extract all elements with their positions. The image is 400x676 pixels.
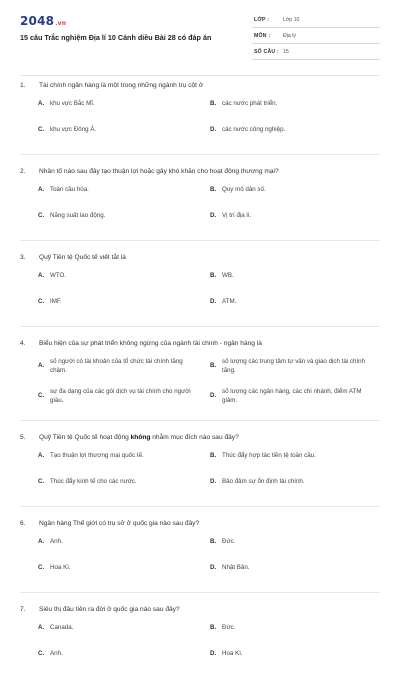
meta-row-question-count <box>252 44 380 60</box>
question-body: Tài chính ngân hàng là một trong những ngành trụ cột ở <box>39 82 204 89</box>
option-letter: C. <box>38 126 45 133</box>
answer-option-b[interactable] <box>210 186 370 195</box>
page-header <box>0 0 400 78</box>
option-text: Anh. <box>50 650 63 657</box>
answer-option-d[interactable] <box>210 212 370 221</box>
answer-option-a[interactable] <box>38 272 198 281</box>
question-4 <box>20 336 380 421</box>
meta-row-subject <box>252 28 380 44</box>
question-3 <box>20 250 380 327</box>
option-text: các nước công nghiệp. <box>222 126 286 133</box>
option-text: Hoa Kì. <box>50 564 71 571</box>
option-row <box>20 624 380 650</box>
question-number: 6. <box>20 520 26 527</box>
option-text: Quy mô dân số. <box>222 186 266 193</box>
option-letter: A. <box>38 186 45 193</box>
option-row <box>20 564 380 590</box>
question-body-end: nhằm mục đích nào sau đây? <box>150 434 239 441</box>
answer-options <box>20 186 380 238</box>
option-letter: B. <box>210 186 217 193</box>
answer-option-a[interactable] <box>38 538 198 547</box>
option-text: Năng suất lao động. <box>50 212 106 219</box>
option-row <box>20 650 380 676</box>
question-text <box>20 164 380 180</box>
option-letter: A. <box>38 362 45 369</box>
option-text: WTO. <box>50 272 67 279</box>
meta-value: Lớp 10 <box>283 17 300 23</box>
option-row <box>20 126 380 152</box>
option-text: ATM. <box>222 298 237 305</box>
logo-suffix-text: .vn <box>55 20 67 27</box>
meta-label: SỐ CÂU : <box>254 49 279 55</box>
question-separator <box>20 240 380 241</box>
option-row <box>20 212 380 238</box>
question-number: 7. <box>20 606 26 613</box>
answer-option-b[interactable] <box>210 100 370 109</box>
option-row <box>20 388 380 418</box>
question-separator <box>20 506 380 507</box>
question-text <box>20 602 380 618</box>
option-letter: C. <box>38 650 45 657</box>
site-logo[interactable] <box>20 14 66 28</box>
answer-option-c[interactable] <box>38 564 198 573</box>
document-meta <box>252 12 380 60</box>
option-text: Thúc đẩy hợp tác tiền tệ toàn cầu. <box>222 452 316 459</box>
question-6 <box>20 516 380 593</box>
option-text: khu vực Bắc Mĩ. <box>50 100 95 107</box>
answer-option-d[interactable] <box>210 126 370 135</box>
option-text: Thúc đẩy kinh tế cho các nước. <box>50 478 137 485</box>
meta-value: Địa lý <box>283 33 296 39</box>
option-text: số lượng các ngân hàng, các chi nhánh, điểm ATM giảm. <box>222 388 362 404</box>
header-divider <box>20 75 380 76</box>
question-5 <box>20 430 380 507</box>
answer-option-b[interactable] <box>210 624 370 633</box>
option-letter: D. <box>210 650 217 657</box>
option-letter: B. <box>210 100 217 107</box>
option-letter: D. <box>210 478 217 485</box>
question-text <box>20 78 380 94</box>
question-number: 2. <box>20 168 26 175</box>
answer-option-b[interactable] <box>210 358 370 375</box>
meta-label: LỚP : <box>254 17 270 23</box>
option-text: IMF. <box>50 298 62 305</box>
option-row <box>20 358 380 388</box>
answer-option-d[interactable] <box>210 388 370 405</box>
option-text: Đức. <box>222 624 236 631</box>
question-text <box>20 336 380 352</box>
question-7 <box>20 602 380 676</box>
question-body: Nhân tố nào sau đây tạo thuận lợi hoặc gây khó khăn cho hoạt động thương mại? <box>39 168 279 175</box>
question-body: Biểu hiện của sự phát triển không ngừng của ngành tài chính - ngân hàng là <box>39 340 262 347</box>
option-text: số lượng các trung tâm tư vấn và giao dịch tài chính tăng. <box>222 358 366 374</box>
option-text: Đức. <box>222 538 236 545</box>
option-letter: A. <box>38 452 45 459</box>
answer-option-a[interactable] <box>38 186 198 195</box>
option-row <box>20 100 380 126</box>
answer-options <box>20 624 380 676</box>
question-1 <box>20 78 380 155</box>
option-letter: D. <box>210 212 217 219</box>
option-letter: C. <box>38 478 45 485</box>
question-body <box>39 433 380 442</box>
question-text <box>20 516 380 532</box>
answer-options <box>20 100 380 152</box>
option-text: Toàn cầu hóa. <box>50 186 89 193</box>
option-text: số người có tài khoản của tổ chức tài chính tăng chậm. <box>50 358 183 374</box>
option-text: sự đa dạng của các gói dịch vụ tài chính cho người giàu. <box>50 388 191 404</box>
answer-option-a[interactable] <box>38 100 198 109</box>
question-text <box>20 430 380 446</box>
answer-options <box>20 538 380 590</box>
option-row <box>20 298 380 324</box>
option-letter: C. <box>38 564 45 571</box>
question-number: 1. <box>20 82 26 89</box>
question-emphasis: không <box>130 434 151 441</box>
option-letter: A. <box>38 538 45 545</box>
question-separator <box>20 154 380 155</box>
answer-option-c[interactable] <box>38 478 198 487</box>
question-number: 4. <box>20 340 26 347</box>
option-text: WB. <box>222 272 234 279</box>
document-title: 15 câu Trắc nghiệm Địa lí 10 Cánh diều Bài 28 có đáp án <box>20 33 212 42</box>
meta-row-class <box>252 12 380 28</box>
option-text: Nhật Bản. <box>222 564 250 571</box>
answer-option-a[interactable] <box>38 358 198 375</box>
question-body: Quỹ Tiền tệ Quốc tế viết tắt là <box>39 254 126 261</box>
answer-option-c[interactable] <box>38 388 198 405</box>
meta-label: MÔN : <box>254 33 271 39</box>
option-letter: D. <box>210 564 217 571</box>
option-letter: D. <box>210 126 217 133</box>
option-letter: B. <box>210 272 217 279</box>
option-row <box>20 186 380 212</box>
answer-option-c[interactable] <box>38 212 198 221</box>
option-letter: A. <box>38 100 45 107</box>
option-text: Canada. <box>50 624 74 631</box>
answer-option-c[interactable] <box>38 126 198 135</box>
option-letter: C. <box>38 212 45 219</box>
question-list <box>20 78 380 676</box>
option-letter: C. <box>38 298 45 305</box>
question-separator <box>20 420 380 421</box>
question-2 <box>20 164 380 241</box>
answer-option-d[interactable] <box>210 298 370 307</box>
answer-option-a[interactable] <box>38 624 198 633</box>
answer-option-c[interactable] <box>38 650 198 659</box>
option-letter: A. <box>38 624 45 631</box>
answer-option-a[interactable] <box>38 452 198 461</box>
question-body-start: Quỹ Tiền tệ Quốc tế hoạt động <box>39 434 131 441</box>
option-row <box>20 272 380 298</box>
option-letter: C. <box>38 392 45 399</box>
option-letter: B. <box>210 624 217 631</box>
option-text: khu vực Đông Á. <box>50 126 97 133</box>
answer-option-d[interactable] <box>210 478 370 487</box>
question-separator <box>20 326 380 327</box>
question-text <box>20 250 380 266</box>
question-separator <box>20 592 380 593</box>
question-number: 5. <box>20 434 26 441</box>
answer-option-b[interactable] <box>210 272 370 281</box>
answer-option-b[interactable] <box>210 452 370 461</box>
option-row <box>20 538 380 564</box>
question-body: Ngân hàng Thế giới có trụ sở ở quốc gia nào sau đây? <box>39 520 200 527</box>
answer-option-c[interactable] <box>38 298 198 307</box>
option-text: Vị trí địa lí. <box>222 212 252 219</box>
option-letter: B. <box>210 452 217 459</box>
option-row <box>20 452 380 478</box>
answer-options <box>20 358 380 418</box>
option-letter: D. <box>210 392 217 399</box>
answer-option-b[interactable] <box>210 538 370 547</box>
option-text: các nước phát triển. <box>222 100 278 107</box>
answer-options <box>20 272 380 324</box>
option-letter: D. <box>210 298 217 305</box>
logo-main-text: 2048 <box>20 14 55 28</box>
option-text: Anh. <box>50 538 63 545</box>
option-text: Hoa Kì. <box>222 650 243 657</box>
answer-options <box>20 452 380 504</box>
option-row <box>20 478 380 504</box>
option-letter: A. <box>38 272 45 279</box>
answer-option-d[interactable] <box>210 564 370 573</box>
question-body: Siêu thị đầu tiên ra đời ở quốc gia nào sau đây? <box>39 606 180 613</box>
meta-value: 15 <box>283 49 289 55</box>
option-text: Tạo thuận lợi thương mại quốc tế. <box>50 452 144 459</box>
option-letter: B. <box>210 362 217 369</box>
question-number: 3. <box>20 254 26 261</box>
option-letter: B. <box>210 538 217 545</box>
answer-option-d[interactable] <box>210 650 370 659</box>
option-text: Bảo đảm sự ổn định tài chính. <box>222 478 305 485</box>
